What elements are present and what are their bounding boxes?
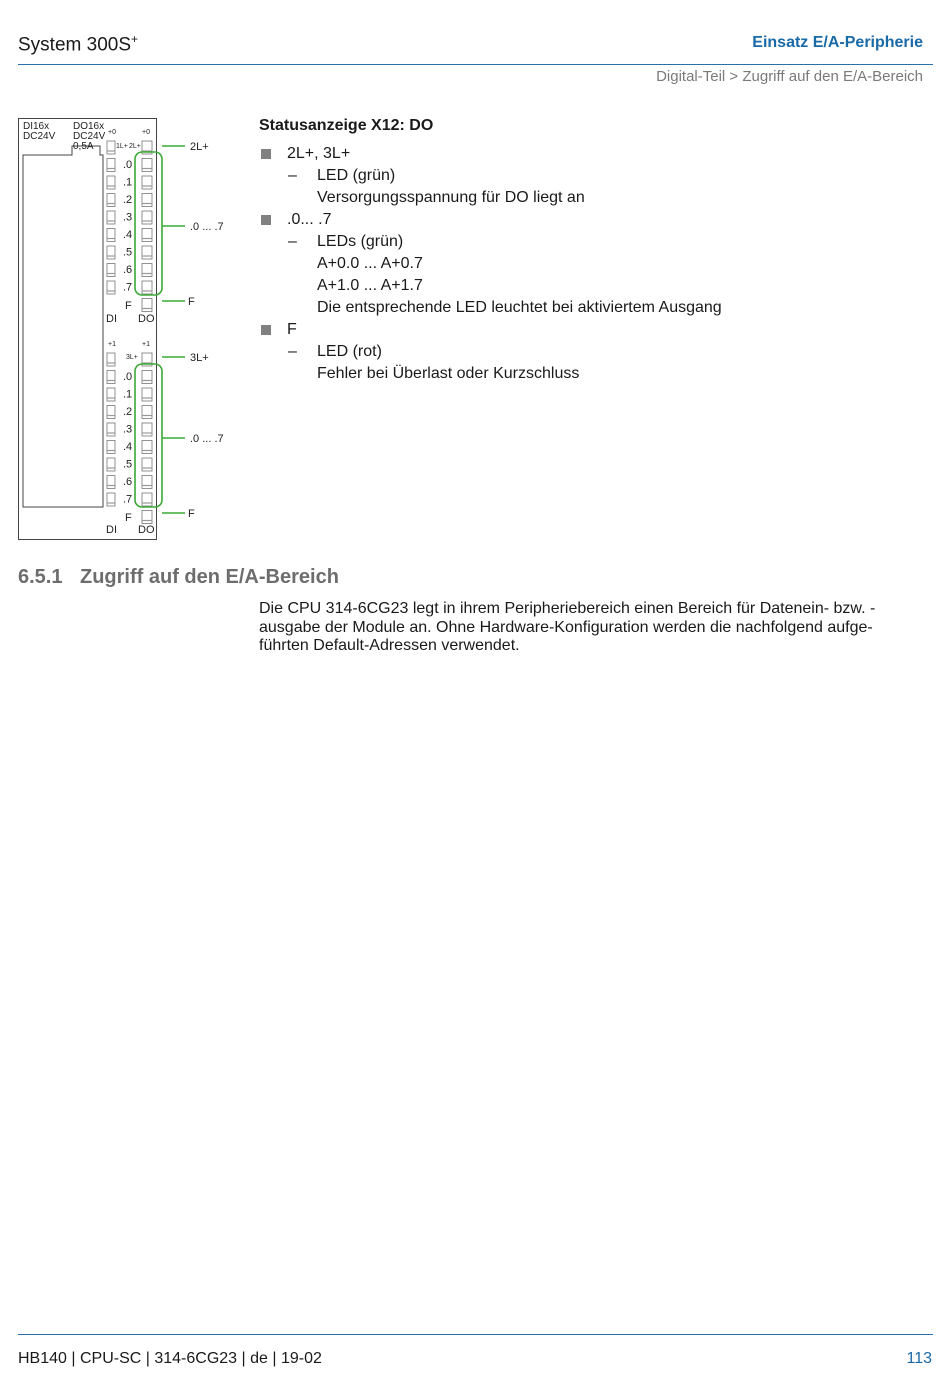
supply-1l-label: 1L+ <box>116 143 128 150</box>
header-rule <box>18 64 933 65</box>
upper-di-led <box>107 211 115 224</box>
upper-do-led <box>142 159 152 172</box>
upper-bit-label: .3 <box>123 211 133 224</box>
upper-bit-label: .6 <box>123 264 133 276</box>
lower-bit-label: .3 <box>123 423 133 436</box>
status-item-fault-led: – LED (rot) <box>288 343 382 360</box>
do-type-label: DO16x <box>73 121 105 132</box>
callout-lower-range-label: .0 ... .7 <box>190 433 224 445</box>
upper-do-plus-label: +0 <box>142 129 150 136</box>
callout-upper-range-label: .0 ... .7 <box>190 221 224 233</box>
upper-di-led <box>107 229 115 242</box>
callout-2l-label: 2L+ <box>190 141 209 153</box>
upper-do-led <box>142 246 152 259</box>
lower-do-led <box>142 371 152 384</box>
lower-do-led <box>142 493 152 506</box>
section-paragraph <box>259 600 934 656</box>
status-item-outputs-range-1: A+1.0 ... A+1.7 <box>317 277 423 294</box>
upper-di-led <box>107 194 115 207</box>
lower-di-led <box>107 458 115 471</box>
callout-upper-f-label: F <box>188 296 195 308</box>
lower-do-led <box>142 388 152 401</box>
upper-bit-label: .1 <box>123 176 133 189</box>
section-title: Zugriff auf den E/A-Bereich <box>80 566 339 588</box>
upper-di-led <box>107 246 115 259</box>
status-item-outputs: .0... .7 <box>259 209 929 231</box>
section-number: 6.5.1 <box>18 566 63 588</box>
lower-do-led <box>142 476 152 489</box>
lower-di-plus-label: +1 <box>108 341 116 348</box>
lower-bit-label: .6 <box>123 476 133 488</box>
bullet-square-icon <box>261 215 271 225</box>
module-led-diagram <box>18 115 248 543</box>
lower-do-plus-label: +1 <box>142 341 150 348</box>
upper-do-led <box>142 176 152 189</box>
status-item-outputs-led: – LEDs (grün) <box>288 233 404 250</box>
paragraph-line: Die CPU 314-6CG23 legt in ihrem Peripheriebereich einen Bereich für Datenein- bzw. - <box>259 600 876 617</box>
upper-fault-label: F <box>125 300 132 312</box>
module-label-strip <box>23 146 103 507</box>
header-chapter: Einsatz E/A-Peripherie <box>752 34 923 51</box>
lower-do-led <box>142 458 152 471</box>
status-description <box>259 115 929 385</box>
upper-do-column-label: DO <box>138 313 155 325</box>
upper-bit-label: .7 <box>123 281 133 294</box>
do-voltage-label: DC24V <box>73 131 106 142</box>
upper-di-led <box>107 264 115 277</box>
lower-bit-label: .7 <box>123 493 133 506</box>
upper-bit-label: .0 <box>123 159 133 171</box>
upper-bit-label: .2 <box>123 194 133 206</box>
di-type-label: DI16x <box>23 121 50 132</box>
upper-do-led <box>142 229 152 242</box>
lower-di-led <box>107 406 115 419</box>
lower-do-led <box>142 441 152 454</box>
page-number: 113 <box>906 1350 932 1367</box>
lower-bit-label: .1 <box>123 388 133 401</box>
paragraph-line: ausgabe der Module an. Ohne Hardware-Konfiguration werden die nachfolgend aufge- <box>259 618 873 636</box>
upper-di-led <box>107 159 115 172</box>
upper-do-led <box>142 299 152 312</box>
paragraph-line: führten Default-Adressen verwendet. <box>259 637 520 654</box>
lower-di-led <box>107 476 115 489</box>
lower-bit-label: .0 <box>123 371 133 383</box>
bullet-square-icon <box>261 149 271 159</box>
lower-di-column-label: DI <box>106 524 117 536</box>
status-item-outputs-range-0: A+0.0 ... A+0.7 <box>317 255 423 272</box>
di-voltage-label: DC24V <box>23 131 56 142</box>
lower-do-led <box>142 406 152 419</box>
status-item-supply: 2L+, 3L+ <box>259 143 929 165</box>
callout-3l-label: 3L+ <box>190 352 209 364</box>
upper-di-column-label: DI <box>106 313 117 325</box>
upper-do-led <box>142 264 152 277</box>
callout-lower-f-label: F <box>188 508 195 520</box>
lower-di-led <box>107 371 115 384</box>
lower-do-led <box>142 423 152 436</box>
upper-di-led <box>107 281 115 294</box>
lower-fault-label: F <box>125 512 132 524</box>
lower-do-column-label: DO <box>138 524 155 536</box>
lower-di-led <box>107 388 115 401</box>
status-item-fault-desc: Fehler bei Überlast oder Kurzschluss <box>317 365 580 382</box>
upper-di-led <box>107 141 115 154</box>
upper-bit-label: .5 <box>123 246 133 259</box>
section-heading <box>18 566 339 589</box>
lower-bit-label: .4 <box>123 441 133 453</box>
upper-do-led <box>142 281 152 294</box>
bullet-square-icon <box>261 325 271 335</box>
lower-di-led <box>107 493 115 506</box>
breadcrumb: Digital-Teil > Zugriff auf den E/A-Bereich <box>656 68 923 85</box>
lower-bit-label: .2 <box>123 406 133 418</box>
upper-di-plus-label: +0 <box>108 129 116 136</box>
footer-doc-id: HB140 | CPU-SC | 314-6CG23 | de | 19-02 <box>18 1350 322 1367</box>
lower-di-led <box>107 353 115 366</box>
upper-di-led <box>107 176 115 189</box>
lower-di-led <box>107 423 115 436</box>
status-item-supply-desc: Versorgungsspannung für DO liegt an <box>317 189 585 206</box>
lower-bit-label: .5 <box>123 458 133 471</box>
header-product: System 300S+ <box>18 32 139 56</box>
status-title: Statusanzeige X12: DO <box>259 117 434 134</box>
do-current-label: 0,5A <box>73 141 94 152</box>
upper-bit-label: .4 <box>123 229 133 241</box>
status-item-supply-led: – LED (grün) <box>288 167 396 184</box>
supply-3l-label: 3L+ <box>126 354 138 361</box>
upper-do-led <box>142 194 152 207</box>
lower-di-led <box>107 441 115 454</box>
status-item-fault: F <box>259 319 929 341</box>
footer-rule <box>18 1334 933 1335</box>
lower-do-led <box>142 511 152 524</box>
supply-2l-label: 2L+ <box>129 143 141 150</box>
upper-do-led <box>142 211 152 224</box>
status-item-outputs-desc: Die entsprechende LED leuchtet bei aktiviertem Ausgang <box>317 299 722 316</box>
